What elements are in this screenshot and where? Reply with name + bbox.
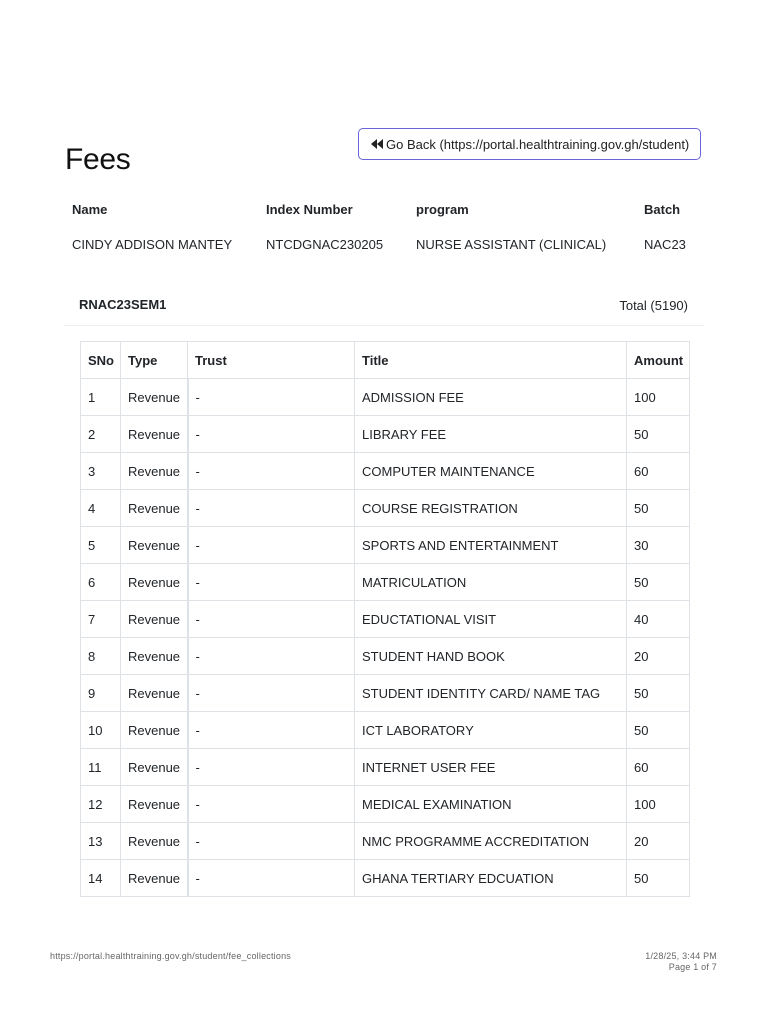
row-trust: - [188,860,355,897]
row-amount: 20 [627,823,690,860]
row-type: Revenue [121,638,188,675]
fees-header-row [81,342,690,379]
student-batch: NAC23 [644,236,686,252]
type-header: Type [121,342,188,379]
row-type: Revenue [121,786,188,823]
row-amount: 30 [627,527,690,564]
footer-meta [645,951,717,973]
row-sno: 4 [81,490,121,527]
row-title: GHANA TERTIARY EDCUATION [355,860,627,897]
row-amount: 50 [627,490,690,527]
row-type: Revenue [121,601,188,638]
row-amount: 50 [627,675,690,712]
row-sno: 11 [81,749,121,786]
student-index-number: NTCDGNAC230205 [266,236,384,252]
student-info-header-row [64,196,704,222]
row-sno: 13 [81,823,121,860]
row-title: STUDENT IDENTITY CARD/ NAME TAG [355,675,627,712]
student-program: NURSE ASSISTANT (CLINICAL) [416,236,607,252]
row-title: MATRICULATION [355,564,627,601]
student-info-row [64,222,704,266]
divider [64,325,704,326]
row-amount: 60 [627,453,690,490]
row-title: NMC PROGRAMME ACCREDITATION [355,823,627,860]
table-row [81,416,690,453]
row-amount: 50 [627,416,690,453]
row-trust: - [188,823,355,860]
row-trust: - [188,786,355,823]
footer-url: https://portal.healthtraining.gov.gh/student/fee_collections [50,951,291,961]
semester-total: Total (5190) [619,298,688,313]
row-amount: 100 [627,786,690,823]
fees-table [80,341,690,897]
row-title: STUDENT HAND BOOK [355,638,627,675]
row-trust: - [188,638,355,675]
semester-code: RNAC23SEM1 [79,297,167,312]
table-row [81,712,690,749]
table-row [81,490,690,527]
table-row [81,786,690,823]
table-row [81,860,690,897]
row-type: Revenue [121,564,188,601]
trust-header: Trust [188,342,355,379]
page-title: Fees [65,143,131,176]
row-type: Revenue [121,749,188,786]
footer-datetime: 1/28/25, 3:44 PM [645,951,717,961]
row-sno: 6 [81,564,121,601]
row-sno: 10 [81,712,121,749]
footer-page-number: Page 1 of 7 [668,962,717,972]
row-sno: 14 [81,860,121,897]
table-row [81,749,690,786]
amount-header: Amount [627,342,690,379]
table-row [81,823,690,860]
row-trust: - [188,564,355,601]
row-sno: 3 [81,453,121,490]
row-amount: 50 [627,712,690,749]
row-type: Revenue [121,379,188,416]
row-sno: 7 [81,601,121,638]
row-type: Revenue [121,823,188,860]
row-type: Revenue [121,860,188,897]
row-sno: 8 [81,638,121,675]
row-sno: 2 [81,416,121,453]
row-amount: 100 [627,379,690,416]
row-trust: - [188,453,355,490]
row-trust: - [188,527,355,564]
program-header: program [416,201,469,217]
row-trust: - [188,675,355,712]
go-back-button[interactable] [358,128,701,160]
row-trust: - [188,601,355,638]
row-amount: 40 [627,601,690,638]
row-type: Revenue [121,675,188,712]
row-trust: - [188,416,355,453]
row-amount: 50 [627,860,690,897]
row-type: Revenue [121,453,188,490]
name-header: Name [72,201,108,217]
row-title: EDUCTATIONAL VISIT [355,601,627,638]
rewind-icon [371,139,383,149]
row-title: ADMISSION FEE [355,379,627,416]
table-row [81,564,690,601]
row-type: Revenue [121,490,188,527]
table-row [81,453,690,490]
row-title: ICT LABORATORY [355,712,627,749]
table-row [81,638,690,675]
row-amount: 20 [627,638,690,675]
table-row [81,601,690,638]
row-title: MEDICAL EXAMINATION [355,786,627,823]
sno-header: SNo [81,342,121,379]
row-type: Revenue [121,712,188,749]
student-name: CINDY ADDISON MANTEY [72,236,233,252]
row-sno: 5 [81,527,121,564]
student-info-table [64,196,704,266]
row-type: Revenue [121,527,188,564]
row-title: COURSE REGISTRATION [355,490,627,527]
index-number-header: Index Number [266,201,353,217]
row-amount: 60 [627,749,690,786]
table-row [81,675,690,712]
row-title: LIBRARY FEE [355,416,627,453]
page-break-mask [78,898,692,906]
row-trust: - [188,379,355,416]
row-title: COMPUTER MAINTENANCE [355,453,627,490]
row-trust: - [188,490,355,527]
table-row [81,379,690,416]
go-back-label: Go Back (https://portal.healthtraining.gov.gh/student) [386,136,690,152]
row-amount: 50 [627,564,690,601]
row-sno: 9 [81,675,121,712]
title-header: Title [355,342,627,379]
row-title: INTERNET USER FEE [355,749,627,786]
table-row [81,527,690,564]
row-trust: - [188,712,355,749]
batch-header: Batch [644,201,681,217]
row-type: Revenue [121,416,188,453]
row-trust: - [188,749,355,786]
row-sno: 12 [81,786,121,823]
row-sno: 1 [81,379,121,416]
row-title: SPORTS AND ENTERTAINMENT [355,527,627,564]
